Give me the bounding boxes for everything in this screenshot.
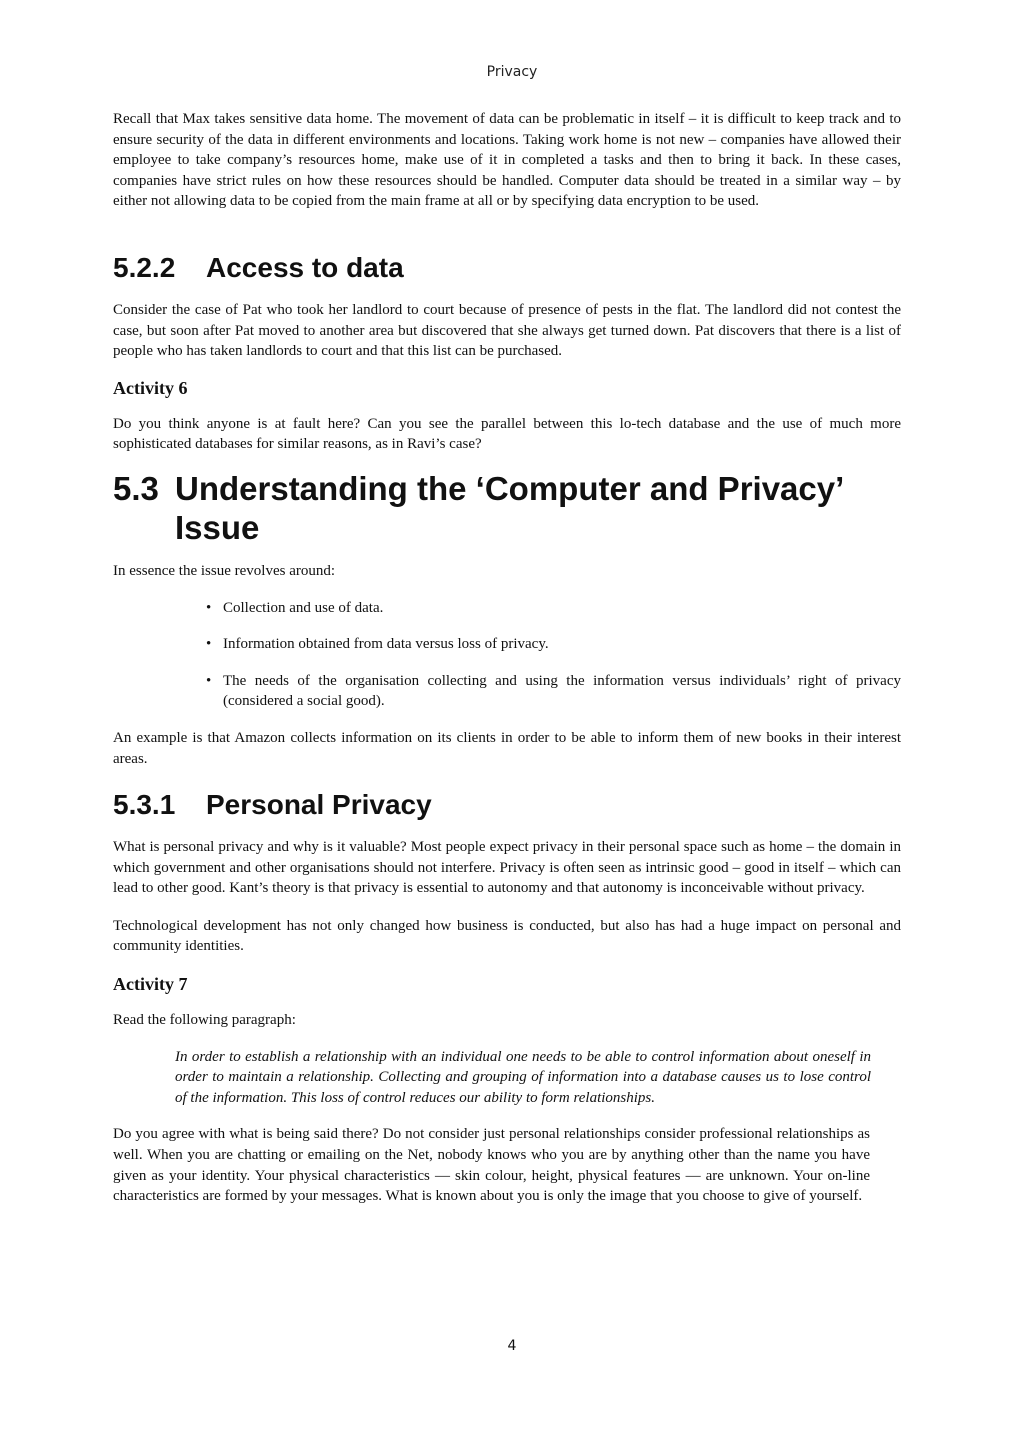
bullet-icon: • xyxy=(206,636,212,653)
bullet-item xyxy=(206,598,901,619)
amazon-paragraph: An example is that Amazon collects information on its clients in order to be able to inform them of new books in their interest areas. xyxy=(113,729,901,767)
section-title: Understanding the ‘Computer and Privacy’ Issue xyxy=(175,469,843,546)
section-number: 5.3.1 xyxy=(113,789,176,821)
quoted-paragraph: In order to establish a relationship with an individual one needs to be able to control information about oneself in order to maintain a relationship. Collecting and grouping of information into a database causes us to lose control of the information. This loss of control reduces our ability to form relationships. xyxy=(175,1048,871,1106)
personal-privacy-paragraph: What is personal privacy and why is it valuable? Most people expect privacy in their personal space such as home – the domain in which government and other organisations should not interfere. Privacy is often seen as intrinsic good – good in itself – which can lead to other good. Kant’s theory is that privacy is essential to autonomy and that autonomy is inconceivable without privacy. xyxy=(113,839,901,897)
issue-bullet-list xyxy=(113,598,901,712)
bullet-text: Information obtained from data versus loss of privacy. xyxy=(223,636,549,653)
bullet-text: The needs of the organisation collecting and using the information versus individuals’ right of privacy (considered a social good). xyxy=(223,672,901,710)
bullet-icon: • xyxy=(206,672,212,689)
activity-6-paragraph: Do you think anyone is at fault here? Can you see the parallel between this lo-tech database and the use of much more sophisticated databases for similar reasons, as in Ravi’s case? xyxy=(113,415,901,453)
technological-paragraph: Technological development has not only changed how business is conducted, but also has had a huge impact on personal and community identities. xyxy=(113,917,901,955)
bullet-icon: • xyxy=(206,599,212,616)
heading-5-3-1 xyxy=(113,789,901,821)
activity-7-heading: Activity 7 xyxy=(113,974,188,995)
section-title: Personal Privacy xyxy=(206,789,432,821)
bullet-text: Collection and use of data. xyxy=(223,599,384,616)
intro-paragraph: Recall that Max takes sensitive data home. The movement of data can be problematic in itself – it is difficult to keep track and to ensure security of the data in different environments and locations. Taking work home is not new – companies have allowed their employee to take company’s resources home, make use of it in completed a tasks and then to bring it back. In these cases, companies have strict rules on how these resources should be handled. Computer data should be treated in a similar way – by either not allowing data to be copied from the main frame at all or by specifying data encryption to be used. xyxy=(113,111,901,210)
essence-paragraph: In essence the issue revolves around: xyxy=(113,562,336,579)
page-number: 4 xyxy=(507,1338,517,1354)
bullet-item xyxy=(206,671,901,712)
bullet-item xyxy=(206,634,901,655)
activity-6-heading: Activity 6 xyxy=(113,377,188,398)
section-number: 5.3 xyxy=(113,469,159,507)
page-content xyxy=(113,109,901,1207)
heading-5-2-2 xyxy=(113,252,901,284)
section-title: Access to data xyxy=(206,251,404,283)
do-you-agree-paragraph: Do you agree with what is being said there? Do not consider just personal relationships consider professional relationships as well. When you are chatting or emailing on the Net, nobody knows who you are by anything other than the name you have given as your identity. Your physical characteristics — skin colour, height, physical features — are unknown. Your on-line characteristics are formed by your messages. What is known about you is only the image that you choose to give of yourself. xyxy=(113,1126,870,1205)
heading-5-3 xyxy=(113,469,901,547)
read-following-paragraph: Read the following paragraph: xyxy=(113,1012,296,1029)
section-number: 5.2.2 xyxy=(113,251,176,283)
access-to-data-paragraph: Consider the case of Pat who took her landlord to court because of presence of pests in the flat. The landlord did not contest the case, but soon after Pat moved to another area but discovered that she always get turned down. Pat discovers that there is a list of people who has taken landlords to court and that this list can be purchased. xyxy=(113,301,901,360)
running-header: Privacy xyxy=(486,64,538,80)
